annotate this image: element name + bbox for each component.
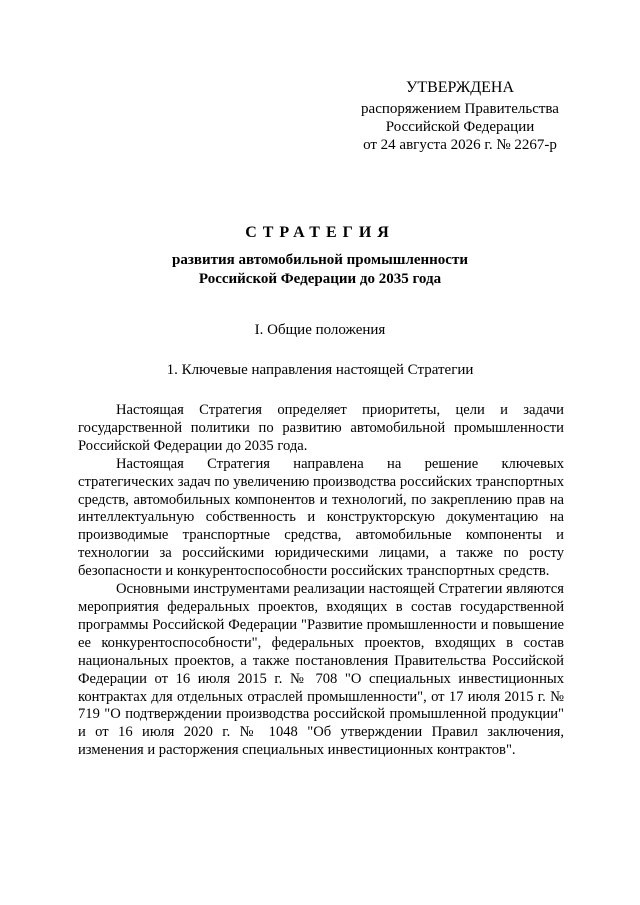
paragraph: Настоящая Стратегия определяет приоритеты, цели и задачи государственной политики по развитию автомобильной промышленности Российской Федерации до 2035 года. <box>78 402 564 454</box>
body-text <box>78 402 564 760</box>
approval-line-3: от 24 августа 2026 г. № 2267-р <box>363 137 557 153</box>
section-heading: I. Общие положения <box>254 322 386 338</box>
approval-line-2: Российской Федерации <box>385 119 535 135</box>
subsection-heading: 1. Ключевые направления настоящей Стратегии <box>166 362 474 378</box>
document-subtitle <box>0 251 640 289</box>
document-subtitle-line-2: Российской Федерации до 2035 года <box>198 271 442 287</box>
approval-title: УТВЕРЖДЕНА <box>405 79 514 96</box>
document-title: СТРАТЕГИЯ <box>245 224 395 241</box>
approval-line-1: распоряжением Правительства <box>361 101 559 117</box>
document-subtitle-line-1: развития автомобильной промышленности <box>172 252 468 268</box>
approval-stamp <box>340 78 580 154</box>
paragraph: Настоящая Стратегия направлена на решение ключевых стратегических задач по увеличению производства российских транспортных средств, автомобильных компонентов и технологий, по закреплению прав на интеллектуальную собственность и конструкторскую документацию на производимые транспортные средства, автомобильные компоненты и технологии за российскими юридическими лицами, а также по росту безопасности и конкурентоспособности российских транспортных средств. <box>78 455 564 580</box>
paragraph: Основными инструментами реализации настоящей Стратегии являются мероприятия федеральных проектов, входящих в состав государственной программы Российской Федерации "Развитие промышленности и повышение ее конкурентоспособности", федеральных проектов, входящих в состав национальных проектов, а также постановления Правительства Российской Федерации от 16 июля 2015 г. № 708 "О специальных инвестиционных контрактах для отдельных отраслей промышленности", от 17 июля 2015 г. № 719 "О подтверждении производства российской промышленной продукции" и от 16 июля 2020 г. № 1048 "Об утверждении Правил заключения, изменения и расторжения специальных инвестиционных контрактов". <box>78 581 564 759</box>
